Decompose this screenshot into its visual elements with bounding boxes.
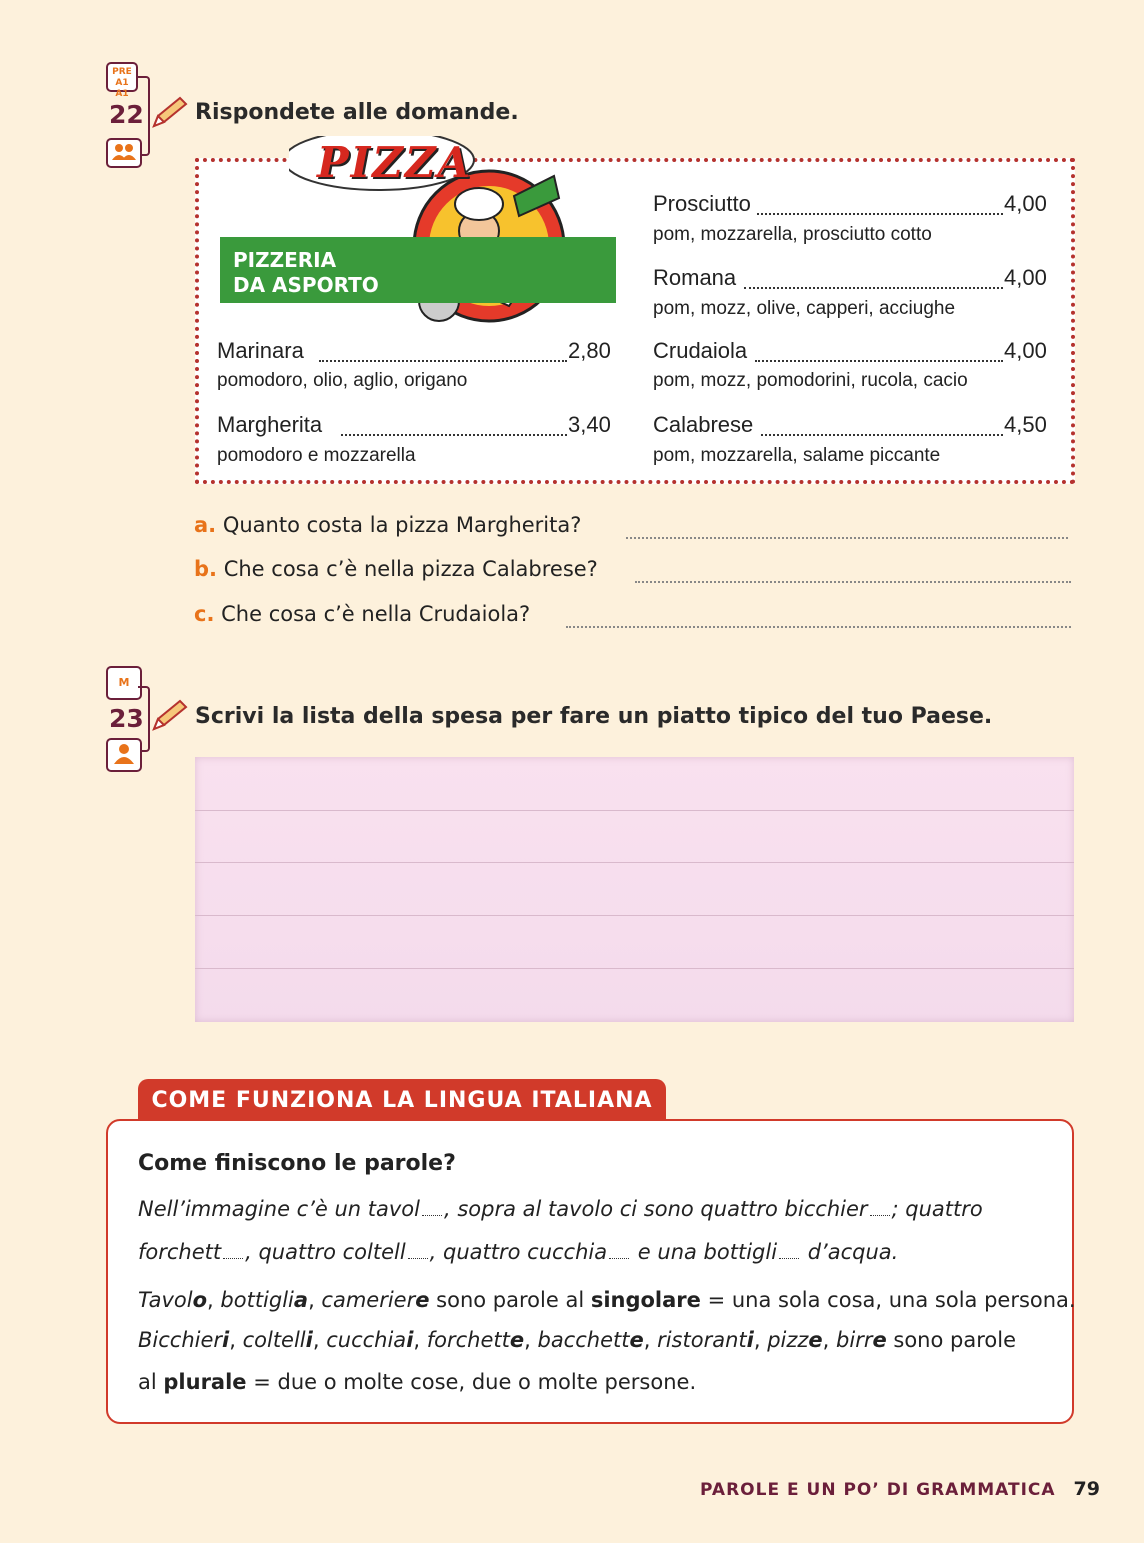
menu-item-price: 4,00 xyxy=(1004,338,1047,363)
exercise-instruction: Scrivi la lista della spesa per fare un piatto tipico del tuo Paese. xyxy=(195,704,993,729)
answer-line-a[interactable] xyxy=(626,537,1068,539)
price-leader xyxy=(319,360,567,362)
example-word: ristoranti xyxy=(657,1328,754,1352)
exercise-instruction: Rispondete alle domande. xyxy=(195,100,519,125)
question-c: c. Che cosa c’è nella Crudaiola? xyxy=(194,602,531,626)
writing-line xyxy=(195,810,1074,811)
banner-line-1: PIZZERIA xyxy=(233,248,337,272)
menu-item-ingredients: pom, mozz, olive, capperi, acciughe xyxy=(653,298,956,319)
level-badge-m: M xyxy=(106,666,142,700)
example-word: coltelli xyxy=(242,1328,313,1352)
pencil-icon xyxy=(148,96,188,130)
pair-work-icon xyxy=(106,138,142,168)
menu-item-name: Margherita xyxy=(217,412,323,437)
exercise-number: 22 xyxy=(109,100,144,129)
example-word: Tavolo xyxy=(138,1288,208,1312)
menu-item-ingredients: pom, mozzarella, salame piccante xyxy=(653,445,941,466)
grammar-example-line-1: Nell’immagine c’è un tavol , sopra al tavolo ci sono quattro bicchier ; quattro xyxy=(138,1197,983,1221)
example-word: pizze xyxy=(767,1328,823,1352)
menu-item-price: 4,00 xyxy=(1004,265,1047,290)
price-leader xyxy=(341,434,567,436)
menu-item-name: Romana xyxy=(653,265,737,290)
price-leader xyxy=(744,287,1003,289)
grammar-example-line-2: forchett , quattro coltell , quattro cucchia e una bottigli d’acqua. xyxy=(138,1240,899,1264)
example-word: bacchette xyxy=(537,1328,644,1352)
example-word: bottiglia xyxy=(220,1288,309,1312)
blank[interactable] xyxy=(408,1258,428,1259)
banner-line-2: DA ASPORTO xyxy=(233,273,379,297)
price-leader xyxy=(757,213,1003,215)
section-title: PAROLE E UN PO’ DI GRAMMATICA xyxy=(700,1480,1056,1500)
pencil-icon xyxy=(148,699,188,733)
example-word: cucchiai xyxy=(326,1328,414,1352)
blank[interactable] xyxy=(422,1215,442,1216)
writing-line xyxy=(195,968,1074,969)
menu-item-name: Calabrese xyxy=(653,412,754,437)
plural-rule-line-1: Bicchieri, coltelli, cucchiai, forchette, bacchette, ristoranti, pizze, birre sono parole xyxy=(138,1328,1016,1352)
blank[interactable] xyxy=(609,1258,629,1259)
answer-line-c[interactable] xyxy=(566,626,1071,628)
blank[interactable] xyxy=(779,1258,799,1259)
example-word: birre xyxy=(836,1328,887,1352)
menu-item-ingredients: pomodoro e mozzarella xyxy=(217,445,416,466)
blank[interactable] xyxy=(223,1258,243,1259)
question-a: a. Quanto costa la pizza Margherita? xyxy=(194,513,582,537)
price-leader xyxy=(761,434,1003,436)
answer-line-b[interactable] xyxy=(635,581,1071,583)
menu-logo-text: PIZZA xyxy=(317,138,473,187)
blank[interactable] xyxy=(870,1215,890,1216)
level-label-top: PRE A1 xyxy=(112,67,132,88)
price-leader xyxy=(755,360,1003,362)
example-word: forchette xyxy=(426,1328,525,1352)
menu-item-price: 4,00 xyxy=(1004,191,1047,216)
grammar-box-title: COME FUNZIONA LA LINGUA ITALIANA xyxy=(138,1079,666,1121)
menu-item-price: 3,40 xyxy=(568,412,611,437)
writing-line xyxy=(195,862,1074,863)
level-badge-pre-a1 xyxy=(106,62,138,99)
example-word: Bicchieri xyxy=(138,1328,230,1352)
pizza-menu xyxy=(195,138,1075,484)
singular-rule: Tavolo, bottiglia, cameriere sono parole al singolare = una sola cosa, una sola persona. xyxy=(138,1288,1076,1312)
individual-work-icon xyxy=(106,738,142,772)
menu-item-name: Marinara xyxy=(217,338,304,363)
menu-item-price: 4,50 xyxy=(1004,412,1047,437)
menu-item-ingredients: pom, mozzarella, prosciutto cotto xyxy=(653,224,932,245)
menu-item-name: Crudaiola xyxy=(653,338,748,363)
menu-item-name: Prosciutto xyxy=(653,191,751,216)
page-footer xyxy=(700,1478,1100,1500)
grammar-heading: Come finiscono le parole? xyxy=(138,1151,456,1176)
writing-line xyxy=(195,915,1074,916)
menu-item-price: 2,80 xyxy=(568,338,611,363)
menu-item-ingredients: pomodoro, olio, aglio, origano xyxy=(217,370,468,391)
level-label-bottom: A1 xyxy=(115,89,129,99)
exercise-number: 23 xyxy=(109,704,144,733)
plural-rule-line-2: al plurale = due o molte cose, due o molte persone. xyxy=(138,1370,697,1394)
example-word: cameriere xyxy=(321,1288,430,1312)
question-b: b. Che cosa c’è nella pizza Calabrese? xyxy=(194,557,598,581)
shopping-list-writing-area[interactable] xyxy=(195,757,1074,1022)
page-number: 79 xyxy=(1073,1478,1100,1500)
menu-item-ingredients: pom, mozz, pomodorini, rucola, cacio xyxy=(653,370,968,391)
